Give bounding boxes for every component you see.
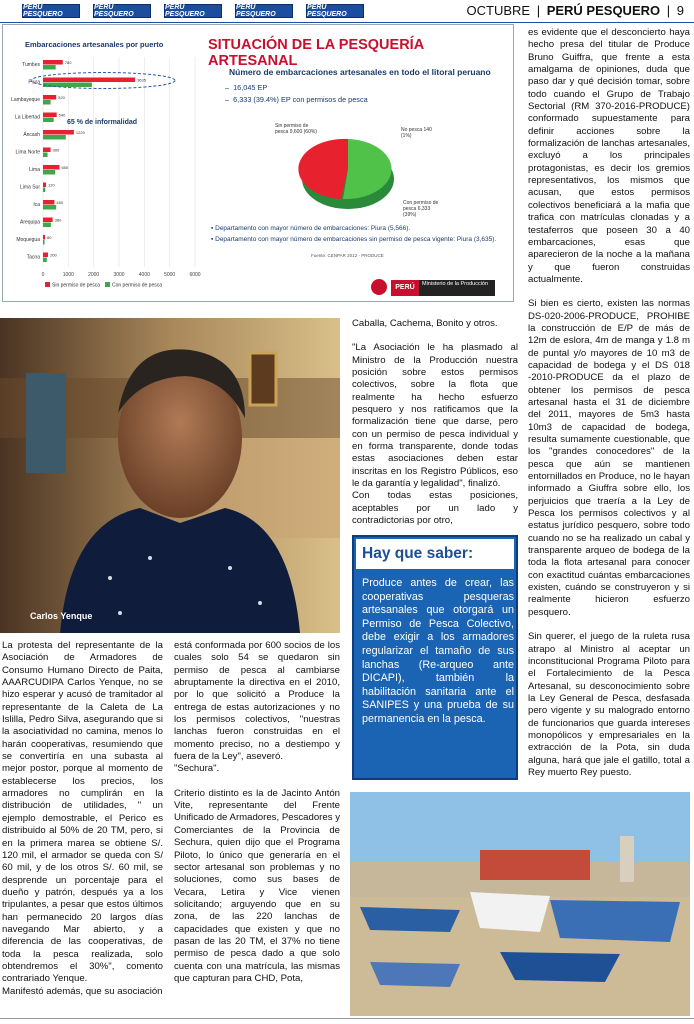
category-label: Áncash — [23, 132, 40, 138]
page-number: 9 — [676, 3, 684, 18]
data-label: 1220 — [75, 130, 85, 135]
beach-photo — [350, 792, 690, 1016]
magazine-logo: PERÚ PESQUERO — [93, 4, 151, 18]
category-label: Moquegua — [16, 237, 40, 243]
pie-label-con-permiso: Con permiso de pesca 6,333 (39%) — [403, 200, 439, 218]
paragraph: "La Asociación le ha plasmado al Ministro de la Producción nuestra posición sobre estos permisos colectivos, sobre la flota que realmente ha hecho esfuerzo pesquero y nos ratificamos que la formalización tiene que darse, pero con un permiso de pesca individual y en forma transparente, donde todas estas asociaciones deben estar inscritas en los Registro Públicos, eso le da garantía y legalidad", finalizó. — [352, 342, 518, 490]
peru-badge: PERÚ — [391, 280, 419, 296]
bar — [43, 253, 48, 258]
x-tick-label: 3000 — [113, 272, 125, 278]
national-seal-icon — [371, 279, 387, 295]
bar — [43, 258, 47, 263]
bar — [43, 153, 48, 158]
paragraph: La protesta del representante de la Asociación de Armadores de Consumo Humano Directo de Paita, AAARCUDIPA Carlos Yenque, no se hizo esperar y acusó de tramitador al representante de la Caleta de La Islilla, Pedro Silva, asegurando que si la asociatividad no camina, menos lo harán cooperativas, resumiendo que se convertiría en una subasta al mejor postor, porque al momento de establecerse los precios, los armadores no cumplirán en la distribución de utilidades, " un ejemplo demostrable, el Perico es distribuido al 50% de 20 TM, pero, si en la primera marea se obtiene S/. 120 mil, el armador se queda con S/ 60 mil, y de los otros S/. 60 mil, se desprende un porcentaje para el dueño y patrón, después ya a los tripulantes, a pesar que estos últimos han permanecido 20 largos días navegando Mar abierto, y a diferencia de las cooperativas, de toda la pesca realizada, solo obtendremos el 30%", comento contrariado Yenque. — [2, 640, 163, 985]
category-label: La Libertad — [14, 114, 40, 121]
paragraph: "Sechura". — [174, 763, 220, 775]
footer-rule — [0, 1018, 694, 1019]
bar — [43, 78, 135, 83]
infographic — [2, 24, 514, 302]
bar — [43, 188, 45, 193]
x-tick-label: 2000 — [88, 272, 100, 278]
paragraph: Sin querer, el juego de la ruleta rusa atrapo al Ministro al aceptar un inconstitucional Programa Piloto para el Fortalecimiento de la Pesca Artesanal, su desconocimiento sobre la Ley General de Pesca, desfasada pero vigente y su malogrado entorno de funcionarios que guarda intereses monopólicos y empresariales en la extracción de la Pota, sin duda alguna, hará que jale el gatillo, total a Rey muerto Rey puesto. — [528, 631, 690, 778]
article-column-left — [2, 640, 163, 998]
bar — [43, 95, 56, 100]
ministry-badge: Ministerio de la Producción — [419, 280, 495, 296]
footnote-2: ▪ Departamento con mayor número de embarcaciones sin permiso de pesca vigente: Piura (3,635). — [211, 236, 497, 243]
data-label: 300 — [52, 147, 60, 153]
header-rule — [0, 22, 694, 23]
chart-title: Embarcaciones artesanales por puerto — [25, 40, 164, 49]
pie-label-sin-permiso: Sin permiso de pesca 9,600 (60%) — [275, 123, 317, 135]
bar — [43, 130, 74, 135]
x-tick-label: 5000 — [164, 272, 176, 278]
paragraph: Criterio distinto es la de Jacinto Antón Vite, representante del Frente Unificado de Armadores, Pescadores y Comerciantes de la Provincia de Sechura, quien dijo que el Programa Piloto, lo único que generaría en el sector artesanal son problemas y no soluciones, como sus bases de Vecara, Letira y Vice vienen solicitando; arguyendo que en su zona, de las 220 lanchas de capacidades que existen y que no pasan de las 20 TM, el 37% no tiene permiso de pesca dado a que solo cuenta con una matrícula, las mismas que capturan para CHD, Pota, — [174, 787, 340, 984]
source-note: Fuente: CENPAR 2012 - PRODUCE — [311, 253, 384, 258]
paragraph: está conformada por 600 socios de los cuales solo 54 se quedaron sin permiso de pesca al cambiarse abruptamente la directiva en el 2010, por lo que solicitó a Produce la entrega de estas autorizaciones y no los permisos colectivos, "nuestras lanchas fueron construidas en el momento preciso, no a destiempo y fuera de la Ley", aseveró. — [174, 640, 340, 763]
data-label: 780 — [64, 60, 72, 65]
infographic-subtitle: Número de embarcaciones artesanales en todo el litoral peruano — [229, 67, 491, 77]
bar — [43, 235, 45, 240]
data-label: 3635 — [137, 77, 146, 83]
data-label: 120 — [48, 182, 55, 188]
category-label: Arequipa — [19, 219, 40, 226]
bar — [43, 60, 63, 65]
data-label: 200 — [50, 252, 57, 258]
category-label: Lambayeque — [11, 97, 40, 103]
separator: | — [666, 3, 671, 18]
info-box-title: Hay que saber: — [356, 539, 514, 569]
legend-label: Con permiso de pesca — [112, 282, 163, 289]
legend-swatch — [105, 282, 110, 287]
pie-label-no-pesca: No pesca 140 (1%) — [401, 127, 432, 139]
article-column-middle-top — [352, 318, 518, 528]
magazine-logo: PERÚ PESQUERO — [164, 4, 222, 18]
category-label: Lima — [29, 167, 40, 173]
separator: | — [536, 3, 541, 18]
bullet-total: – 16,045 EP — [225, 83, 268, 92]
data-label: 540 — [58, 112, 66, 118]
data-label: 450 — [56, 200, 64, 205]
info-box — [352, 535, 518, 780]
category-label: Lima Norte — [15, 149, 40, 156]
legend-swatch — [45, 282, 50, 287]
x-tick-label: 1000 — [62, 272, 74, 278]
bar — [43, 148, 51, 153]
bar — [43, 223, 51, 228]
bar — [43, 240, 45, 245]
bar — [43, 118, 54, 123]
portrait-photo — [0, 318, 340, 633]
legend-label: Sin permiso de pesca — [52, 282, 101, 289]
category-label: Lima Sur — [19, 184, 40, 191]
category-label: Piura — [28, 79, 40, 86]
bar — [43, 100, 51, 105]
article-column-middle-bottom — [174, 640, 340, 985]
magazine-name: PERÚ PESQUERO — [546, 3, 661, 18]
x-tick-label: 6000 — [189, 272, 201, 278]
bar — [43, 135, 66, 140]
magazine-logo: PERÚ PESQUERO — [306, 4, 364, 18]
bar — [43, 65, 56, 70]
info-box-body: Produce antes de crear, las cooperativas pesqueras artesanales que otorgará un Permiso de Pesca Colectivo, debe exigir a los armadores regularizar el tamaño de sus lanchas (Re-arqueo ante DICAPI), también la habilitación sanitaria ante el SANIPES y una prueba de su permanencia en la pesca. — [362, 577, 514, 725]
issue-month: OCTUBRE — [466, 3, 531, 18]
bar — [43, 183, 46, 188]
informality-label: 65 % de informalidad — [67, 119, 138, 126]
data-label: 520 — [58, 95, 65, 100]
bar — [43, 113, 57, 118]
paragraph: es evidente que el desconcierto haya hecho presa del titular de Produce Bruno Guiffra, que frente a esta amalgama de opiniones, duda que paso dar y qué decisión tomar, sobre todo cuando el Grupo de Trabajo Sectorial (RM 370-2016-PRODUCE) conformado supuestamente para definir acciones sobre la formalización de lanchas artesanales, excluyó a los principales protagonistas, es decir los gremios representativos, los mismos que acusan, que estos permisos colectivos beneficiará a la mafia que trafica con matrículas clonadas y a testaferros que poseen 30 a 40 embarcaciones, esas que aparecieron de la noche a la mañana y que fueron construidas actualmente. — [528, 27, 690, 285]
category-label: Ica — [33, 202, 40, 208]
category-label: Tacna — [26, 254, 40, 261]
category-label: Tumbes — [22, 62, 40, 68]
bar — [43, 205, 56, 210]
bar — [43, 165, 59, 170]
paragraph: Manifestó además, que su asociación — [2, 985, 163, 997]
beach-illustration — [350, 792, 690, 1016]
portrait-illustration — [0, 318, 340, 633]
bar-chart — [3, 53, 203, 303]
data-label: 80 — [47, 235, 52, 240]
data-label: 650 — [61, 165, 69, 170]
paragraph: Caballa, Cachema, Bonito y otros. — [352, 318, 498, 329]
paragraph: Si bien es cierto, existen las normas DS-020-2006-PRODUCE, PROHIBE la construcción de E/P de más de 12m de eslora, 4m de manga y 1.8 m de puntal y/o mayores de 10 m3 de capacidad de bodega y el DS 018 -2010-PRODUCE da el plazo de obtener los permisos de pesca artesanal hasta el 31 de diciembre del 2011, mayores de 5m3 hasta 10m3 de capacidad de bodega, resulta sumamente cuestionable, que los "grandes conocedores" de la pesca que aún se mantienen entornillados en Produce, no le hayan informado a Giuffra sobre ello, los perjuicios que traería a la Ley de Pesca los permisos colectivos y al estatus jurídico pesquero, sobre todo cuando no se ha realizado un cabal y transparente arqueo de bodega de la toda la flota artesanal para conocer con exactitud cuántas embarcaciones existen, cuándo se construyeron y si realmente hicieron esfuerzo pesquero. — [528, 298, 690, 618]
bar — [43, 170, 55, 175]
bullet-permits: – 6,333 (39.4%) EP con permisos de pesca — [225, 95, 368, 104]
bar — [43, 200, 54, 205]
bar — [43, 218, 53, 223]
x-tick-label: 4000 — [138, 272, 150, 278]
footnote-1: ▪ Departamento con mayor número de embarcaciones: Piura (5,566). — [211, 225, 411, 232]
page-header — [0, 0, 694, 22]
magazine-logo: PERÚ PESQUERO — [235, 4, 293, 18]
article-column-right — [528, 27, 690, 779]
data-label: 380 — [54, 217, 62, 223]
photo-caption: Carlos Yenque — [30, 611, 93, 621]
page-folio — [467, 3, 685, 18]
x-tick-label: 0 — [41, 272, 45, 278]
magazine-logo: PERÚ PESQUERO — [22, 4, 80, 18]
infographic-title: SITUACIÓN DE LA PESQUERÍA ARTESANAL — [208, 37, 424, 69]
paragraph: Con todas estas posiciones, aceptables por un lado y contradictorias por otro, — [352, 490, 518, 527]
